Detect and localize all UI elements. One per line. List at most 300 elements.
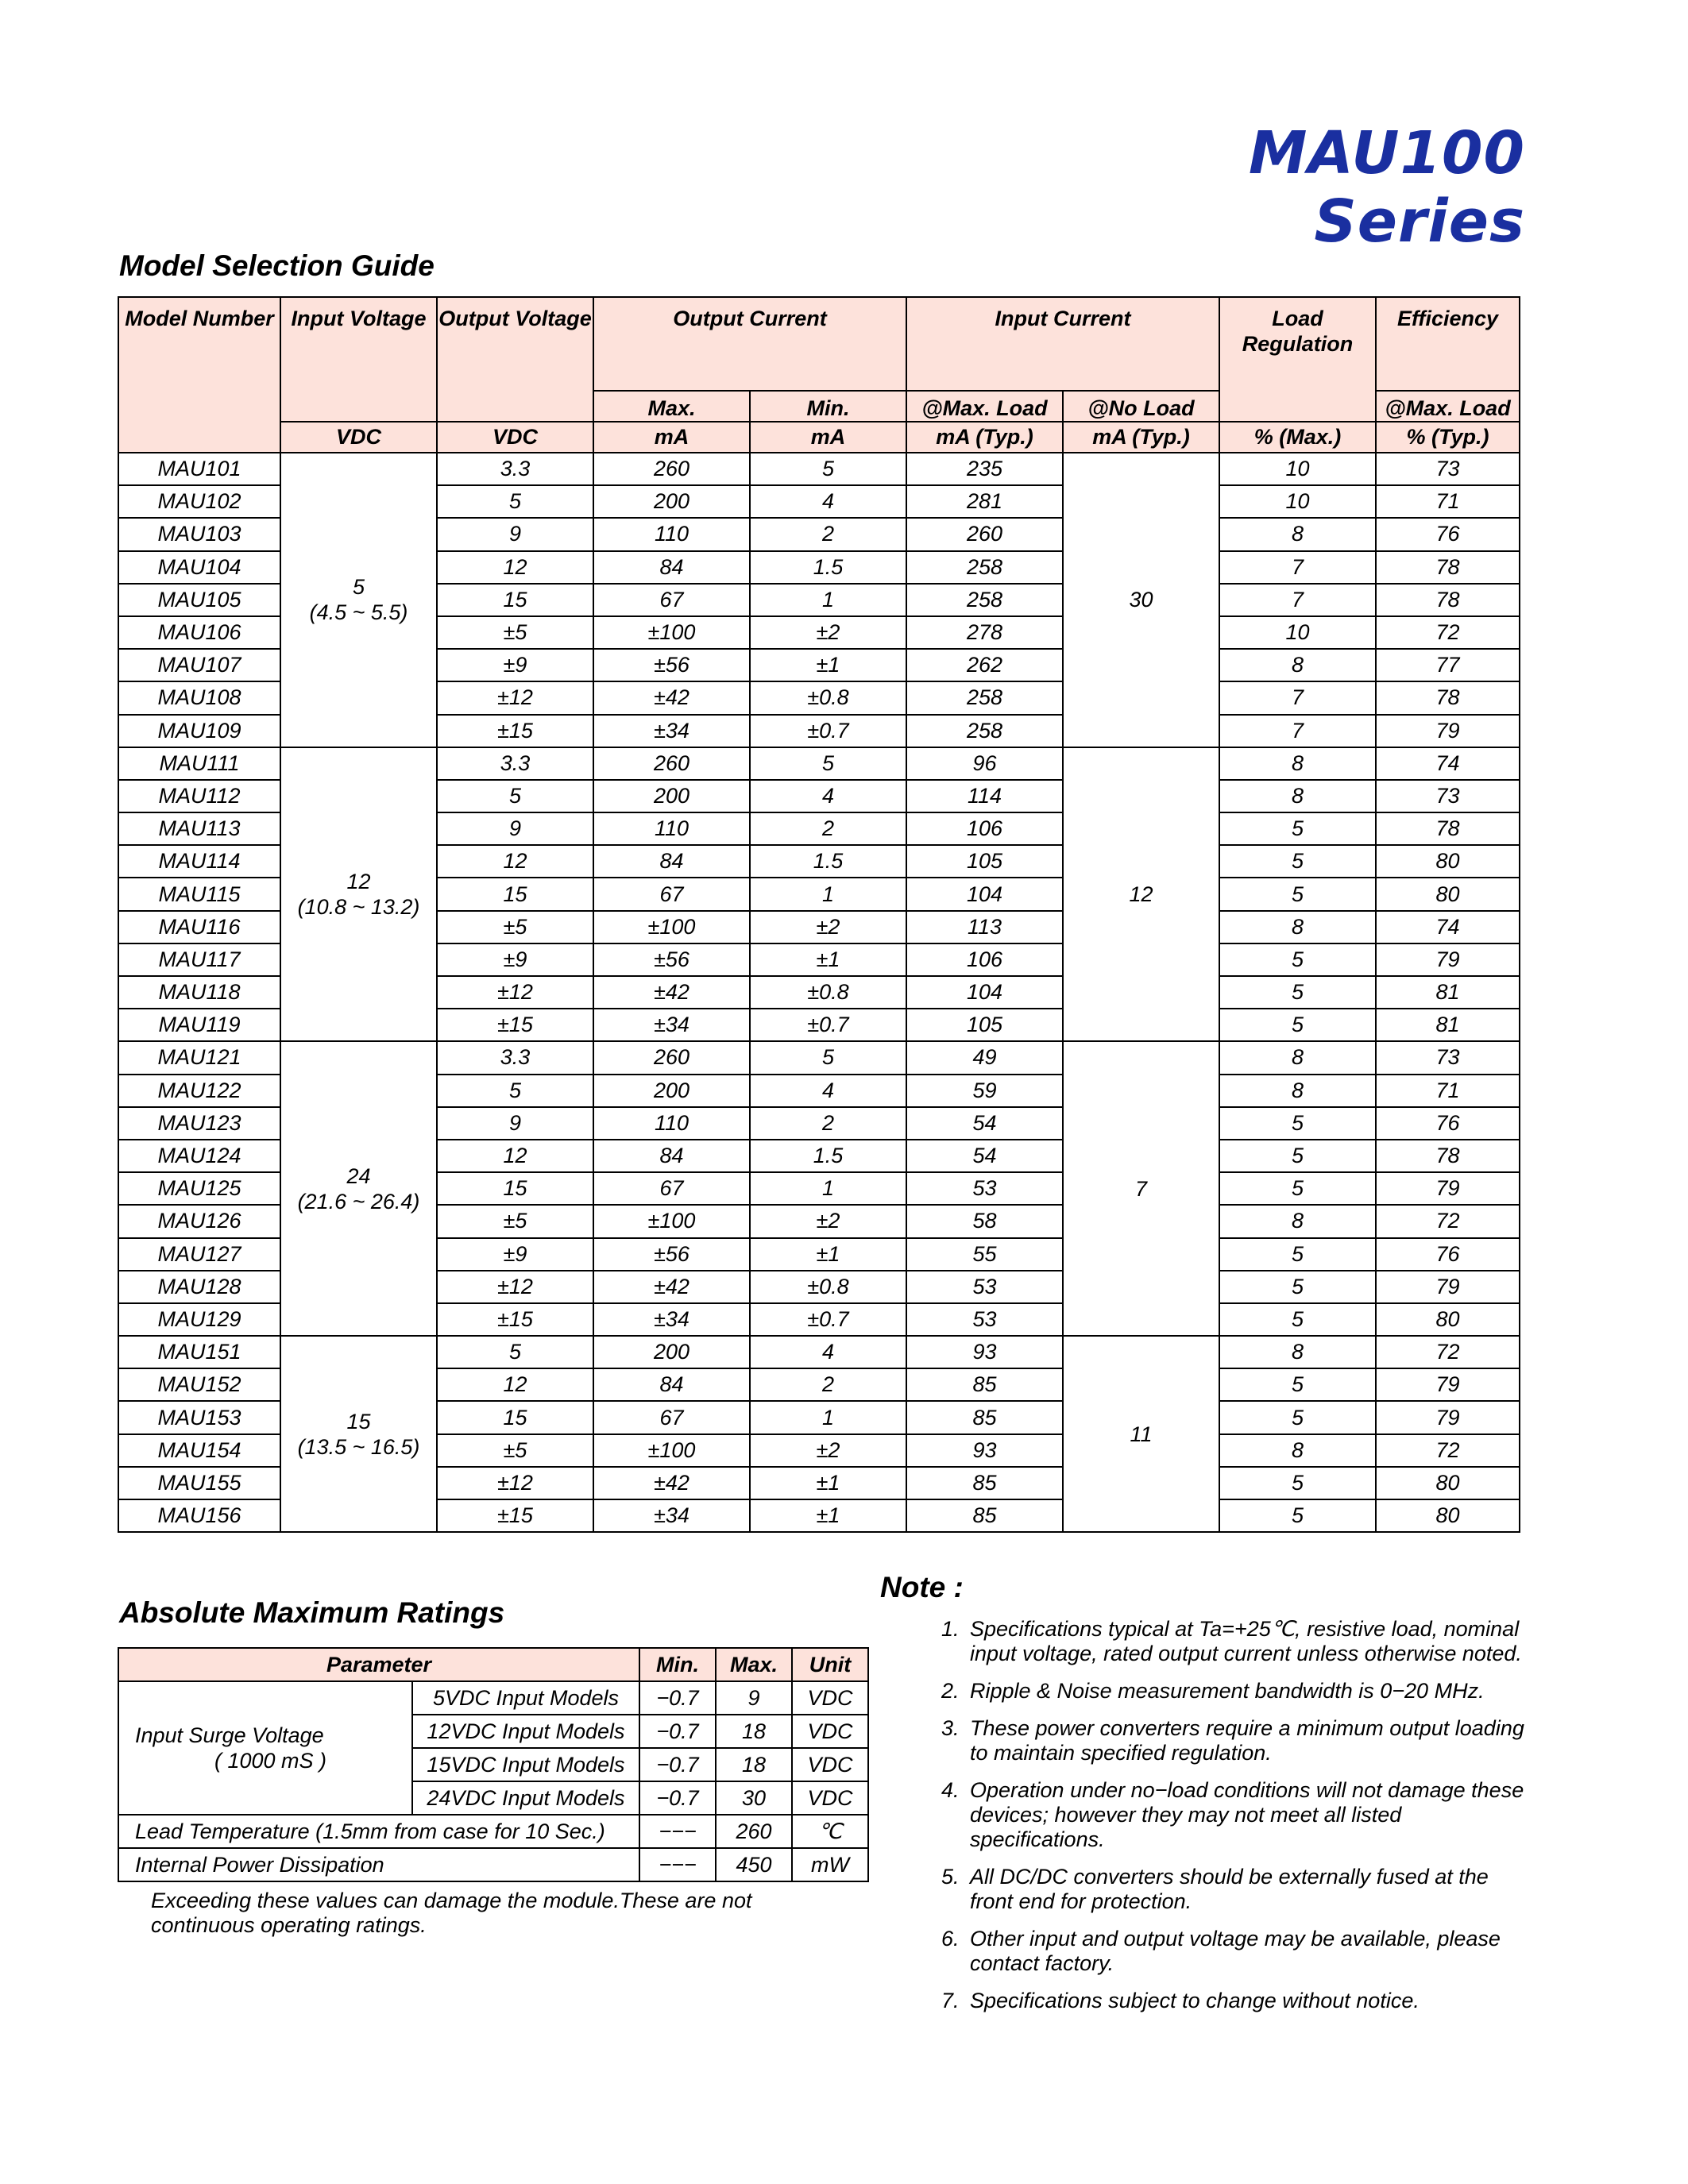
model-number-cell: MAU127 — [118, 1238, 280, 1271]
note-number: 3. — [941, 1716, 960, 1740]
input-current-max-load-cell: 53 — [906, 1303, 1063, 1336]
note-number: 7. — [941, 1989, 960, 2012]
output-current-max-cell: 84 — [593, 551, 750, 584]
model-table-body — [118, 453, 1520, 1532]
output-voltage-cell: 15 — [437, 878, 593, 910]
input-current-max-load-cell: 93 — [906, 1434, 1063, 1467]
no-load-current-cell: 12 — [1063, 747, 1219, 1042]
output-current-max-cell: 84 — [593, 1140, 750, 1172]
surge-model: 12VDC Input Models — [412, 1715, 639, 1748]
output-voltage-cell: 9 — [437, 1107, 593, 1140]
ratings-footnote: Exceeding these values can damage the module.These are not continuous operating ratings. — [151, 1889, 752, 1937]
efficiency-cell: 76 — [1376, 518, 1520, 550]
ratings-row — [118, 1815, 868, 1848]
model-number-cell: MAU112 — [118, 780, 280, 812]
efficiency-cell: 73 — [1376, 1041, 1520, 1074]
output-voltage-cell: ±9 — [437, 649, 593, 681]
model-number-cell: MAU129 — [118, 1303, 280, 1336]
load-regulation-cell: 7 — [1219, 715, 1376, 747]
output-voltage-cell: ±9 — [437, 1238, 593, 1271]
input-voltage-value: 15 — [346, 1409, 371, 1433]
output-current-max-cell: 67 — [593, 584, 750, 616]
efficiency-cell: 72 — [1376, 1205, 1520, 1237]
output-current-max-cell: ±42 — [593, 681, 750, 714]
input-current-max-load-cell: 93 — [906, 1336, 1063, 1368]
table-row — [118, 747, 1520, 780]
load-regulation-cell: 5 — [1219, 1368, 1376, 1401]
load-regulation-cell: 5 — [1219, 845, 1376, 878]
load-regulation-cell: 5 — [1219, 1467, 1376, 1499]
input-voltage-value: 5 — [352, 575, 365, 600]
output-current-max-cell: ±34 — [593, 1499, 750, 1532]
brand-title: MAU100 Series — [1248, 119, 1525, 256]
load-regulation-cell: 5 — [1219, 1009, 1376, 1041]
efficiency-cell: 78 — [1376, 681, 1520, 714]
note-item — [941, 1927, 1529, 1976]
load-regulation-cell: 7 — [1219, 584, 1376, 616]
model-number-cell: MAU111 — [118, 747, 280, 780]
note-text: Other input and output voltage may be available, please contact factory. — [970, 1927, 1501, 1975]
power-diss-max: 450 — [716, 1848, 792, 1881]
surge-unit: VDC — [792, 1748, 868, 1781]
output-current-max-cell: ±42 — [593, 1271, 750, 1303]
ratings-header-unit: Unit — [792, 1648, 868, 1681]
efficiency-cell: 78 — [1376, 1140, 1520, 1172]
lead-temp-label: Lead Temperature (1.5mm from case for 10 Sec.) — [118, 1815, 639, 1848]
model-number-cell: MAU107 — [118, 649, 280, 681]
load-regulation-cell: 5 — [1219, 976, 1376, 1009]
model-number-cell: MAU115 — [118, 878, 280, 910]
surge-model: 24VDC Input Models — [412, 1781, 639, 1815]
surge-voltage-label — [118, 1681, 412, 1815]
surge-unit: VDC — [792, 1781, 868, 1815]
input-current-max-load-cell: 85 — [906, 1401, 1063, 1433]
input-current-max-load-cell: 262 — [906, 649, 1063, 681]
efficiency-cell: 79 — [1376, 715, 1520, 747]
unit-output-voltage: VDC — [437, 422, 593, 453]
load-regulation-cell: 8 — [1219, 1075, 1376, 1107]
output-voltage-cell: 5 — [437, 1075, 593, 1107]
surge-unit: VDC — [792, 1681, 868, 1715]
efficiency-cell: 81 — [1376, 976, 1520, 1009]
model-number-cell: MAU108 — [118, 681, 280, 714]
unit-load-reg: % (Max.) — [1219, 422, 1376, 453]
output-current-min-cell: 1.5 — [750, 551, 906, 584]
header-output-voltage: Output Voltage — [437, 297, 593, 422]
output-current-max-cell: 110 — [593, 518, 750, 550]
output-current-min-cell: 1 — [750, 584, 906, 616]
output-current-min-cell: 4 — [750, 1075, 906, 1107]
header-output-current: Output Current — [593, 297, 906, 391]
efficiency-cell: 77 — [1376, 649, 1520, 681]
input-current-max-load-cell: 96 — [906, 747, 1063, 780]
output-current-min-cell: 4 — [750, 780, 906, 812]
lead-temp-unit: ℃ — [792, 1815, 868, 1848]
output-voltage-cell: ±5 — [437, 911, 593, 943]
output-voltage-cell: 12 — [437, 845, 593, 878]
output-current-min-cell: ±2 — [750, 911, 906, 943]
output-current-min-cell: ±0.7 — [750, 715, 906, 747]
model-number-cell: MAU117 — [118, 943, 280, 976]
load-regulation-cell: 5 — [1219, 812, 1376, 845]
efficiency-cell: 80 — [1376, 1467, 1520, 1499]
output-current-max-cell: 67 — [593, 878, 750, 910]
model-number-cell: MAU155 — [118, 1467, 280, 1499]
output-current-max-cell: 110 — [593, 1107, 750, 1140]
model-number-cell: MAU116 — [118, 911, 280, 943]
surge-max: 18 — [716, 1748, 792, 1781]
efficiency-cell: 79 — [1376, 1271, 1520, 1303]
table-row — [118, 1041, 1520, 1074]
input-current-max-load-cell: 54 — [906, 1140, 1063, 1172]
header-ic-max-load: @Max. Load — [906, 391, 1063, 422]
efficiency-cell: 72 — [1376, 1336, 1520, 1368]
load-regulation-cell: 7 — [1219, 551, 1376, 584]
lead-temp-min: −−− — [639, 1815, 716, 1848]
output-current-min-cell: 2 — [750, 812, 906, 845]
output-voltage-cell: 3.3 — [437, 1041, 593, 1074]
efficiency-cell: 74 — [1376, 747, 1520, 780]
note-text: Ripple & Noise measurement bandwidth is 0−20 MHz. — [970, 1679, 1485, 1703]
unit-oc-min: mA — [750, 422, 906, 453]
load-regulation-cell: 10 — [1219, 453, 1376, 485]
header-load-regulation: Load Regulation — [1219, 297, 1376, 422]
output-current-max-cell: ±56 — [593, 649, 750, 681]
model-number-cell: MAU106 — [118, 616, 280, 649]
model-selection-table — [118, 296, 1520, 1533]
output-voltage-cell: 9 — [437, 518, 593, 550]
efficiency-cell: 80 — [1376, 1499, 1520, 1532]
load-regulation-cell: 8 — [1219, 1205, 1376, 1237]
output-current-max-cell: ±34 — [593, 715, 750, 747]
efficiency-cell: 73 — [1376, 453, 1520, 485]
model-number-cell: MAU105 — [118, 584, 280, 616]
input-current-max-load-cell: 106 — [906, 812, 1063, 845]
surge-min: −0.7 — [639, 1681, 716, 1715]
efficiency-cell: 72 — [1376, 1434, 1520, 1467]
load-regulation-cell: 8 — [1219, 780, 1376, 812]
load-regulation-cell: 7 — [1219, 681, 1376, 714]
efficiency-cell: 78 — [1376, 812, 1520, 845]
output-voltage-cell: ±12 — [437, 1271, 593, 1303]
note-item — [941, 1716, 1529, 1765]
output-current-min-cell: ±1 — [750, 1238, 906, 1271]
unit-ic-no-load: mA (Typ.) — [1063, 422, 1219, 453]
model-number-cell: MAU123 — [118, 1107, 280, 1140]
model-number-cell: MAU126 — [118, 1205, 280, 1237]
output-current-min-cell: ±0.7 — [750, 1009, 906, 1041]
ratings-row — [118, 1681, 868, 1715]
power-diss-min: −−− — [639, 1848, 716, 1881]
output-current-max-cell: 200 — [593, 485, 750, 518]
output-current-max-cell: ±34 — [593, 1009, 750, 1041]
model-number-cell: MAU156 — [118, 1499, 280, 1532]
output-voltage-cell: 15 — [437, 1172, 593, 1205]
output-current-max-cell: 84 — [593, 845, 750, 878]
input-voltage-cell — [280, 1041, 437, 1336]
model-number-cell: MAU104 — [118, 551, 280, 584]
output-current-min-cell: ±1 — [750, 1467, 906, 1499]
efficiency-cell: 74 — [1376, 911, 1520, 943]
output-current-min-cell: 5 — [750, 453, 906, 485]
output-current-max-cell: ±100 — [593, 1205, 750, 1237]
header-input-current: Input Current — [906, 297, 1219, 391]
output-current-min-cell: 1 — [750, 1401, 906, 1433]
no-load-current-cell: 30 — [1063, 453, 1219, 747]
input-current-max-load-cell: 258 — [906, 681, 1063, 714]
surge-model: 15VDC Input Models — [412, 1748, 639, 1781]
output-voltage-cell: ±5 — [437, 616, 593, 649]
input-voltage-range: (4.5 ~ 5.5) — [309, 600, 408, 625]
notes-list — [941, 1617, 1529, 2026]
input-voltage-range: (21.6 ~ 26.4) — [297, 1189, 420, 1214]
input-current-max-load-cell: 260 — [906, 518, 1063, 550]
efficiency-cell: 71 — [1376, 1075, 1520, 1107]
model-number-cell: MAU119 — [118, 1009, 280, 1041]
load-regulation-cell: 10 — [1219, 616, 1376, 649]
model-number-cell: MAU122 — [118, 1075, 280, 1107]
input-voltage-cell — [280, 747, 437, 1042]
output-current-max-cell: 260 — [593, 453, 750, 485]
note-number: 6. — [941, 1927, 960, 1951]
load-regulation-cell: 5 — [1219, 1172, 1376, 1205]
output-current-min-cell: 1.5 — [750, 1140, 906, 1172]
header-ic-no-load: @No Load — [1063, 391, 1219, 422]
ratings-table — [118, 1647, 869, 1882]
output-current-max-cell: ±100 — [593, 911, 750, 943]
model-number-cell: MAU128 — [118, 1271, 280, 1303]
input-current-max-load-cell: 258 — [906, 551, 1063, 584]
output-current-min-cell: ±0.7 — [750, 1303, 906, 1336]
input-current-max-load-cell: 53 — [906, 1271, 1063, 1303]
load-regulation-cell: 8 — [1219, 911, 1376, 943]
output-current-min-cell: 4 — [750, 1336, 906, 1368]
input-voltage-value: 24 — [346, 1163, 371, 1188]
efficiency-cell: 80 — [1376, 1303, 1520, 1336]
notes-title: Note : — [880, 1571, 964, 1603]
load-regulation-cell: 8 — [1219, 1041, 1376, 1074]
output-voltage-cell: 5 — [437, 780, 593, 812]
efficiency-cell: 78 — [1376, 584, 1520, 616]
input-current-max-load-cell: 106 — [906, 943, 1063, 976]
input-current-max-load-cell: 85 — [906, 1467, 1063, 1499]
ratings-header-max: Max. — [716, 1648, 792, 1681]
input-current-max-load-cell: 49 — [906, 1041, 1063, 1074]
output-current-max-cell: 200 — [593, 1075, 750, 1107]
output-current-max-cell: 200 — [593, 780, 750, 812]
surge-max: 18 — [716, 1715, 792, 1748]
unit-ic-max-load: mA (Typ.) — [906, 422, 1063, 453]
output-voltage-cell: ±15 — [437, 1303, 593, 1336]
unit-input-voltage: VDC — [280, 422, 437, 453]
header-oc-max: Max. — [593, 391, 750, 422]
input-current-max-load-cell: 85 — [906, 1499, 1063, 1532]
header-eff-max-load: @Max. Load — [1376, 391, 1520, 422]
input-current-max-load-cell: 258 — [906, 715, 1063, 747]
model-number-cell: MAU103 — [118, 518, 280, 550]
output-current-min-cell: ±2 — [750, 1205, 906, 1237]
input-voltage-cell — [280, 1336, 437, 1532]
output-voltage-cell: 12 — [437, 551, 593, 584]
input-current-max-load-cell: 105 — [906, 845, 1063, 878]
model-number-cell: MAU102 — [118, 485, 280, 518]
output-voltage-cell: 3.3 — [437, 747, 593, 780]
surge-unit: VDC — [792, 1715, 868, 1748]
header-input-voltage: Input Voltage — [280, 297, 437, 422]
efficiency-cell: 81 — [1376, 1009, 1520, 1041]
output-current-min-cell: ±2 — [750, 616, 906, 649]
input-voltage-range: (13.5 ~ 16.5) — [297, 1434, 420, 1459]
output-voltage-cell: ±12 — [437, 1467, 593, 1499]
output-current-max-cell: 260 — [593, 1041, 750, 1074]
output-voltage-cell: 15 — [437, 1401, 593, 1433]
output-current-max-cell: 110 — [593, 812, 750, 845]
efficiency-cell: 76 — [1376, 1107, 1520, 1140]
output-current-max-cell: 260 — [593, 747, 750, 780]
model-guide-title: Model Selection Guide — [119, 249, 435, 282]
efficiency-cell: 79 — [1376, 1368, 1520, 1401]
model-number-cell: MAU154 — [118, 1434, 280, 1467]
surge-max: 9 — [716, 1681, 792, 1715]
note-item — [941, 1865, 1529, 1914]
model-number-cell: MAU153 — [118, 1401, 280, 1433]
output-voltage-cell: ±12 — [437, 681, 593, 714]
output-voltage-cell: 12 — [437, 1368, 593, 1401]
efficiency-cell: 73 — [1376, 780, 1520, 812]
output-current-min-cell: ±1 — [750, 649, 906, 681]
no-load-current-cell: 7 — [1063, 1041, 1219, 1336]
efficiency-cell: 78 — [1376, 551, 1520, 584]
input-current-max-load-cell: 104 — [906, 976, 1063, 1009]
header-model-number: Model Number — [118, 297, 280, 453]
output-current-min-cell: 5 — [750, 747, 906, 780]
input-current-max-load-cell: 54 — [906, 1107, 1063, 1140]
load-regulation-cell: 8 — [1219, 747, 1376, 780]
model-number-cell: MAU118 — [118, 976, 280, 1009]
model-number-cell: MAU114 — [118, 845, 280, 878]
header-oc-min: Min. — [750, 391, 906, 422]
model-number-cell: MAU109 — [118, 715, 280, 747]
load-regulation-cell: 8 — [1219, 649, 1376, 681]
input-current-max-load-cell: 85 — [906, 1368, 1063, 1401]
output-current-max-cell: ±100 — [593, 1434, 750, 1467]
table-row — [118, 1336, 1520, 1368]
output-current-min-cell: ±1 — [750, 943, 906, 976]
surge-max: 30 — [716, 1781, 792, 1815]
output-current-min-cell: ±1 — [750, 1499, 906, 1532]
output-current-min-cell: 2 — [750, 518, 906, 550]
output-current-min-cell: ±0.8 — [750, 976, 906, 1009]
input-current-max-load-cell: 258 — [906, 584, 1063, 616]
model-number-cell: MAU125 — [118, 1172, 280, 1205]
note-number: 4. — [941, 1778, 960, 1802]
output-voltage-cell: 5 — [437, 1336, 593, 1368]
ratings-title: Absolute Maximum Ratings — [119, 1596, 505, 1629]
surge-min: −0.7 — [639, 1715, 716, 1748]
load-regulation-cell: 5 — [1219, 878, 1376, 910]
output-voltage-cell: 9 — [437, 812, 593, 845]
input-voltage-cell — [280, 453, 437, 747]
load-regulation-cell: 5 — [1219, 1499, 1376, 1532]
output-current-min-cell: 2 — [750, 1107, 906, 1140]
note-text: Operation under no−load conditions will not damage these devices; however they may not meet all listed specifications. — [970, 1778, 1524, 1851]
load-regulation-cell: 8 — [1219, 1336, 1376, 1368]
output-voltage-cell: ±12 — [437, 976, 593, 1009]
output-current-min-cell: 1.5 — [750, 845, 906, 878]
load-regulation-cell: 8 — [1219, 518, 1376, 550]
output-voltage-cell: 12 — [437, 1140, 593, 1172]
output-current-max-cell: 200 — [593, 1336, 750, 1368]
output-current-max-cell: ±42 — [593, 1467, 750, 1499]
header-efficiency: Efficiency — [1376, 297, 1520, 391]
note-item — [941, 1617, 1529, 1666]
note-item — [941, 1679, 1529, 1704]
model-number-cell: MAU113 — [118, 812, 280, 845]
input-current-max-load-cell: 59 — [906, 1075, 1063, 1107]
note-number: 5. — [941, 1865, 960, 1889]
load-regulation-cell: 5 — [1219, 1107, 1376, 1140]
lead-temp-max: 260 — [716, 1815, 792, 1848]
input-current-max-load-cell: 114 — [906, 780, 1063, 812]
output-voltage-cell: 15 — [437, 584, 593, 616]
output-voltage-cell: 5 — [437, 485, 593, 518]
input-current-max-load-cell: 53 — [906, 1172, 1063, 1205]
output-current-min-cell: 1 — [750, 878, 906, 910]
surge-model: 5VDC Input Models — [412, 1681, 639, 1715]
input-current-max-load-cell: 235 — [906, 453, 1063, 485]
output-current-min-cell: 4 — [750, 485, 906, 518]
ratings-row — [118, 1848, 868, 1881]
load-regulation-cell: 5 — [1219, 1271, 1376, 1303]
input-current-max-load-cell: 113 — [906, 911, 1063, 943]
output-voltage-cell: ±5 — [437, 1205, 593, 1237]
model-number-cell: MAU151 — [118, 1336, 280, 1368]
output-current-min-cell: 1 — [750, 1172, 906, 1205]
ratings-header-min: Min. — [639, 1648, 716, 1681]
efficiency-cell: 80 — [1376, 878, 1520, 910]
note-number: 1. — [941, 1617, 960, 1641]
output-current-min-cell: 5 — [750, 1041, 906, 1074]
output-voltage-cell: ±15 — [437, 1009, 593, 1041]
input-current-max-load-cell: 105 — [906, 1009, 1063, 1041]
power-diss-unit: mW — [792, 1848, 868, 1881]
note-text: These power converters require a minimum output loading to maintain specified regulation. — [970, 1716, 1524, 1765]
input-voltage-value: 12 — [346, 870, 371, 894]
output-current-min-cell: ±0.8 — [750, 1271, 906, 1303]
output-current-max-cell: ±56 — [593, 943, 750, 976]
model-number-cell: MAU101 — [118, 453, 280, 485]
surge-min: −0.7 — [639, 1781, 716, 1815]
input-current-max-load-cell: 55 — [906, 1238, 1063, 1271]
note-text: Specifications subject to change without notice. — [970, 1989, 1420, 2012]
load-regulation-cell: 8 — [1219, 1434, 1376, 1467]
unit-eff: % (Typ.) — [1376, 422, 1520, 453]
model-number-cell: MAU124 — [118, 1140, 280, 1172]
load-regulation-cell: 5 — [1219, 1140, 1376, 1172]
note-number: 2. — [941, 1679, 960, 1703]
model-number-cell: MAU121 — [118, 1041, 280, 1074]
output-current-max-cell: ±100 — [593, 616, 750, 649]
note-item — [941, 1989, 1529, 2013]
load-regulation-cell: 5 — [1219, 1401, 1376, 1433]
output-current-max-cell: ±34 — [593, 1303, 750, 1336]
output-current-max-cell: ±42 — [593, 976, 750, 1009]
efficiency-cell: 79 — [1376, 1172, 1520, 1205]
efficiency-cell: 71 — [1376, 485, 1520, 518]
note-item — [941, 1778, 1529, 1852]
efficiency-cell: 76 — [1376, 1238, 1520, 1271]
output-voltage-cell: ±15 — [437, 1499, 593, 1532]
